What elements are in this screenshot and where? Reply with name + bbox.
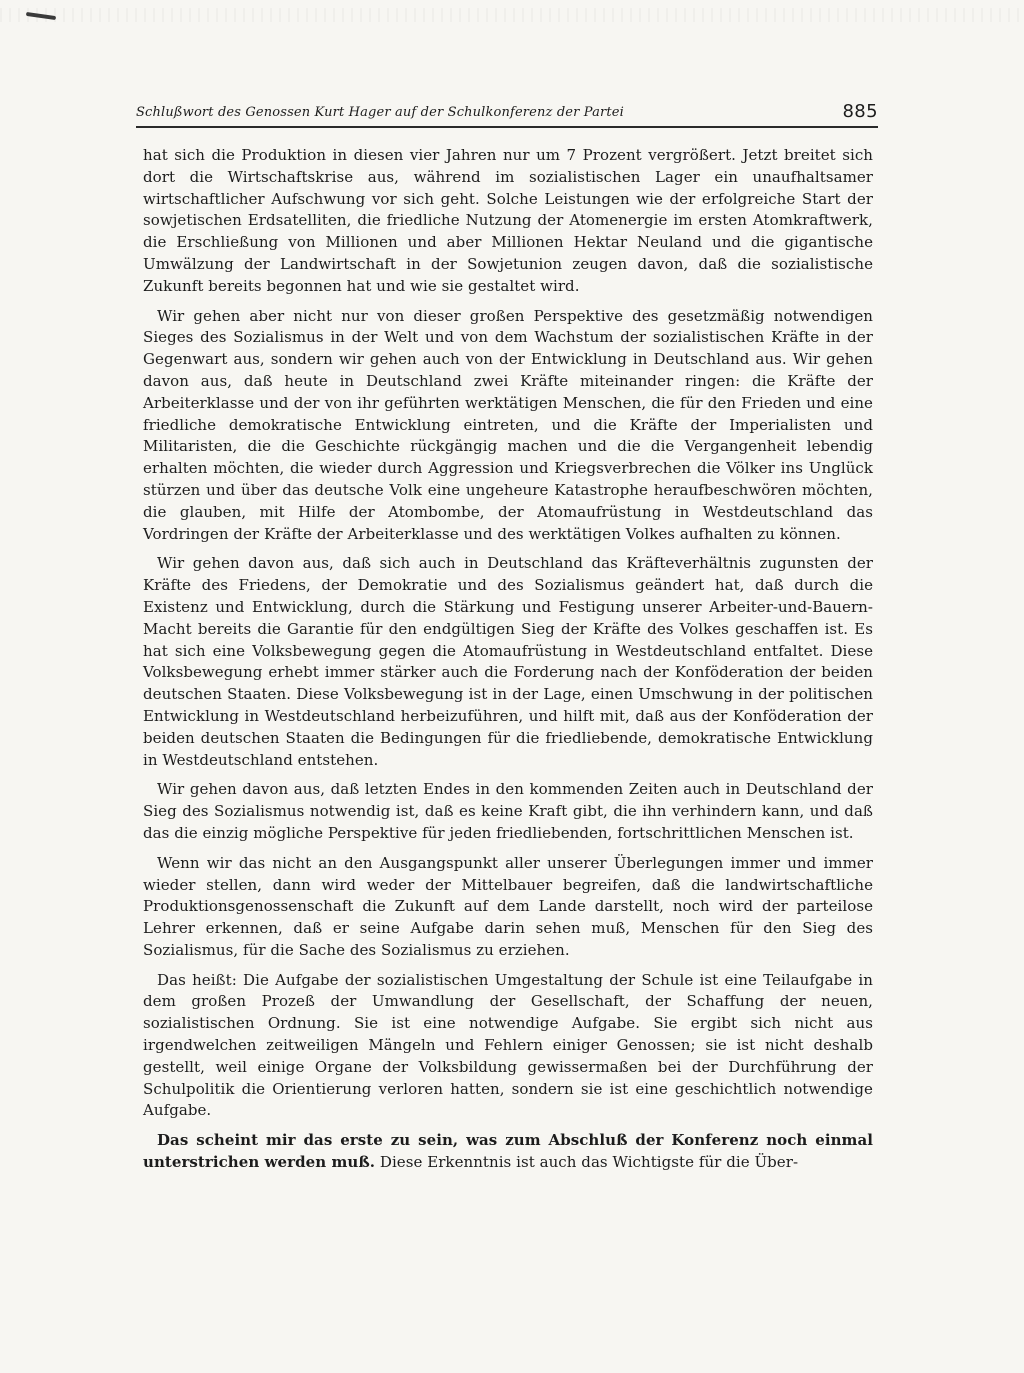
- running-title: Schlußwort des Genossen Kurt Hager auf der Schulkonferenz der Partei: [136, 105, 624, 120]
- page-number: 885: [842, 101, 878, 122]
- body-text: [143, 145, 873, 1182]
- scan-noise: [0, 8, 1024, 22]
- paragraph-lead-bold: Das scheint mir das erste zu sein, was zum Abschluß der Konferenz noch einmal unterstrichen werden muß.: [143, 1131, 873, 1172]
- paragraph: Das scheint mir das erste zu sein, was zum Abschluß der Konferenz noch einmal unterstrichen werden muß. Diese Erkenntnis ist auch das Wichtigste für die Über-: [143, 1131, 873, 1172]
- paragraph: Das heißt: Die Aufgabe der sozialistischen Umgestaltung der Schule ist eine Teilaufgabe in dem großen Prozeß der Umwandlung der Gesellschaft, der Schaffung der neuen, sozialistischen Ordnung. Sie ist eine notwendige Aufgabe. Sie ergibt sich nicht aus irgendwelchen zeitweiligen Mängeln und Fehlern einiger Genossen; sie ist nicht deshalb gestellt, weil einige Organe der Volksbildung gewissermaßen bei der Durchführung der Schulpolitik die Orientierung verloren hatten, sondern sie ist eine geschichtlich notwendige Aufgabe.: [143, 970, 873, 1120]
- paragraph: Wenn wir das nicht an den Ausgangspunkt aller unserer Überlegungen immer und immer wieder stellen, dann wird weder der Mittelbauer begreifen, daß die landwirtschaftliche Produktionsgenossenschaft die Zukunft auf dem Lande darstellt, noch wird der parteilose Lehrer erkennen, daß er seine Aufgabe darin sehen muß, Menschen für den Sieg des Sozialismus, für die Sache des Sozialismus zu erziehen.: [143, 853, 873, 959]
- paragraph: Wir gehen davon aus, daß sich auch in Deutschland das Kräfteverhältnis zugunsten der Kräfte des Friedens, der Demokratie und des Sozialismus geändert hat, daß durch die Existenz und Entwicklung, durch die Stärkung und Festigung unserer Arbeiter-und-Bauern-Macht bereits die Garantie für den endgültigen Sieg der Kräfte des Volkes geschaffen ist. Es hat sich eine Volksbewegung gegen die Atomaufrüstung in Westdeutschland entfaltet. Diese Volksbewegung erhebt immer stärker auch die Forderung nach der Konföderation der beiden deutschen Staaten. Diese Volksbewegung ist in der Lage, einen Umschwung in der politischen Entwicklung in Westdeutschland herbeizuführen, und hilft mit, daß aus der Konföderation der beiden deutschen Staaten die Bedingungen für die friedliebende, demokratische Entwicklung in Westdeutschland entstehen.: [143, 554, 873, 769]
- paragraph: hat sich die Produktion in diesen vier Jahren nur um 7 Prozent vergrößert. Jetzt breitet sich dort die Wirtschaftskrise aus, während im sozialistischen Lager ein unaufhaltsamer wirtschaftlicher Aufschwung vor sich geht. Solche Leistungen wie der erfolgreiche Start der sowjetischen Erdsatelliten, die friedliche Nutzung der Atomenergie im ersten Atomkraftwerk, die Erschließung von Millionen und aber Millionen Hektar Neuland und die gigantische Umwälzung der Landwirtschaft in der Sowjetunion zeugen davon, daß die sozialistische Zukunft bereits begonnen hat und wie sie gestaltet wird.: [143, 146, 873, 295]
- running-header: [136, 98, 878, 128]
- paragraph: Wir gehen aber nicht nur von dieser großen Perspektive des gesetzmäßig notwendigen Sieges des Sozialismus in der Welt und von dem Wachstum der sozialistischen Kräfte in der Gegenwart aus, sondern wir gehen auch von der Entwicklung in Deutschland aus. Wir gehen davon aus, daß heute in Deutschland zwei Kräfte miteinander ringen: die Kräfte der Arbeiterklasse und der von ihr geführten werktätigen Menschen, die für den Frieden und eine friedliche demokratische Entwicklung eintreten, und die Kräfte der Imperialisten und Militaristen, die die Geschichte rückgängig machen und die die Vergangenheit lebendig erhalten möchten, die wieder durch Aggression und Kriegsverbrechen die Völker ins Unglück stürzen und über das deutsche Volk eine ungeheure Katastrophe heraufbeschwören möchten, die glauben, mit Hilfe der Atombombe, der Atomaufrüstung in Westdeutschland das Vordringen der Kräfte der Arbeiterklasse und des werktätigen Volkes aufhalten zu können.: [143, 306, 873, 543]
- paragraph: Wir gehen davon aus, daß letzten Endes in den kommenden Zeiten auch in Deutschland der Sieg des Sozialismus notwendig ist, daß es keine Kraft gibt, die ihn verhindern kann, und daß das die einzig mögliche Perspektive für jeden friedliebenden, fortschrittlichen Menschen ist.: [143, 780, 873, 842]
